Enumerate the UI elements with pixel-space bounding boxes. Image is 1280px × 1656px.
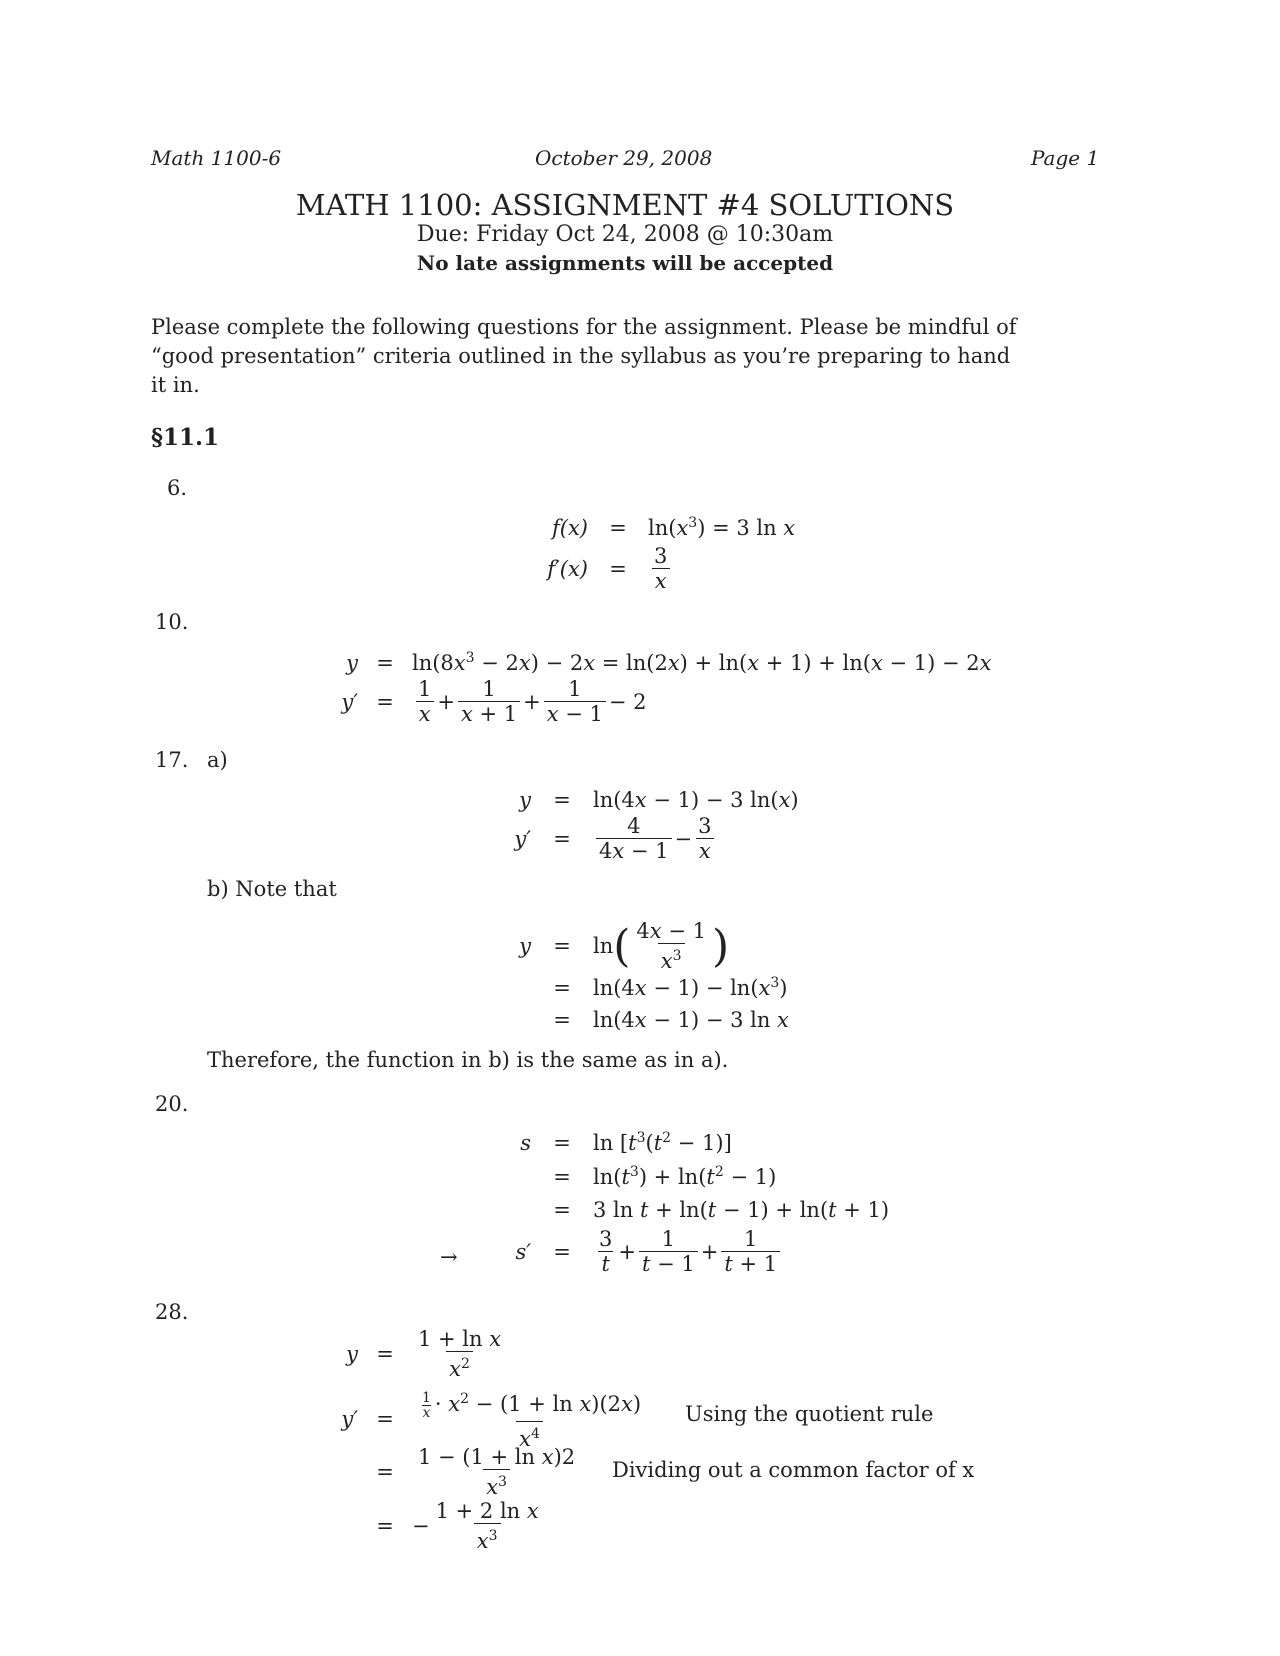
- p20-arrow: →: [440, 1245, 458, 1269]
- page-title: MATH 1100: ASSIGNMENT #4 SOLUTIONS: [295, 188, 955, 222]
- due-date: Due: Friday Oct 24, 2008 @ 10:30am: [416, 222, 834, 247]
- p17b-line2: = $\ln(4x - 1) - \ln(x^3)$: [553, 975, 788, 1000]
- problem-28-number: 28.: [155, 1300, 189, 1324]
- intro-paragraph: Please complete the following questions for the assignment. Please be mindful of “good presentation” criteria outlined in the syllabus as you’re preparing to hand it in.: [151, 315, 1017, 397]
- p17a-line1: y = ln(4x − 1) − 3 ln(x): [519, 788, 799, 812]
- date-label: October 29, 2008: [535, 146, 713, 170]
- problem-10-number: 10.: [155, 610, 189, 634]
- p20-line1: s = $\ln [t^3(t^2 - 1)]$: [520, 1130, 732, 1155]
- p17a-line2: y′ = $\frac{4}{4x - 1}$ − $\frac{3}{x}$: [505, 815, 718, 862]
- problem-20-number: 20.: [155, 1092, 189, 1116]
- problem-6-number: 6.: [167, 476, 188, 500]
- p20-line3: = 3 ln t + ln(t − 1) + ln(t + 1): [553, 1198, 890, 1222]
- p28-line3: = $\frac{\text{1 − (1 + ln x)2}}{x^3}$: [376, 1445, 576, 1499]
- problem-17-conclusion: Therefore, the function in b) is the same as in a).: [207, 1048, 729, 1072]
- p17b-line1: y = ln ( $\frac{4x - 1}{x^3}$ ): [519, 919, 730, 973]
- p28-note-common-factor: Dividing out a common factor of x: [612, 1458, 975, 1482]
- problem-17-number: 17.: [155, 748, 189, 772]
- p28-line2: y′ = $\frac{1}{x}$ · $x^2 - (1 + \ln x)(2x)$ $x^4$: [341, 1390, 642, 1451]
- p28-line4: = − $\frac{\text{1 + 2 ln x}}{x^3}$: [376, 1499, 539, 1553]
- problem-17-part-a: a): [207, 748, 228, 772]
- p28-line1: y = $\frac{\text{1 + ln x}}{x^2}$: [346, 1327, 502, 1381]
- p10-line1: y = $\ln(8x^3 - 2x) - 2x = \ln(2x) + \ln(x + 1) + \ln(x - 1) - 2x$: [346, 650, 992, 675]
- p6-line1: f(x) = $\ln(x^3) = 3$ ln x: [551, 515, 796, 540]
- p20-line4: s′ = $\frac{3}{t}$ + $\frac{1}{t - 1}$ + $\frac{1}{t + 1}$: [505, 1228, 783, 1275]
- section-heading: §11.1: [151, 424, 220, 451]
- course-label: Math 1100-6: [151, 146, 282, 170]
- problem-17-part-b: b) Note that: [207, 877, 337, 901]
- page-number: Page 1: [1031, 146, 1100, 170]
- p28-note-quotient-rule: Using the quotient rule: [685, 1402, 934, 1426]
- late-policy: No late assignments will be accepted: [416, 251, 834, 275]
- p6-line2: f′(x) = $\frac{3}{x}$: [530, 545, 673, 592]
- p10-line2: y′ = $\frac{1}{x}$ + $\frac{1}{x + 1}$ + $\frac{1}{x - 1}$ − 2: [341, 677, 647, 726]
- p17b-line3: = ln(4x − 1) − 3 ln x: [553, 1008, 789, 1032]
- p20-line2: = $\ln(t^3) + \ln(t^2 - 1)$: [553, 1164, 777, 1189]
